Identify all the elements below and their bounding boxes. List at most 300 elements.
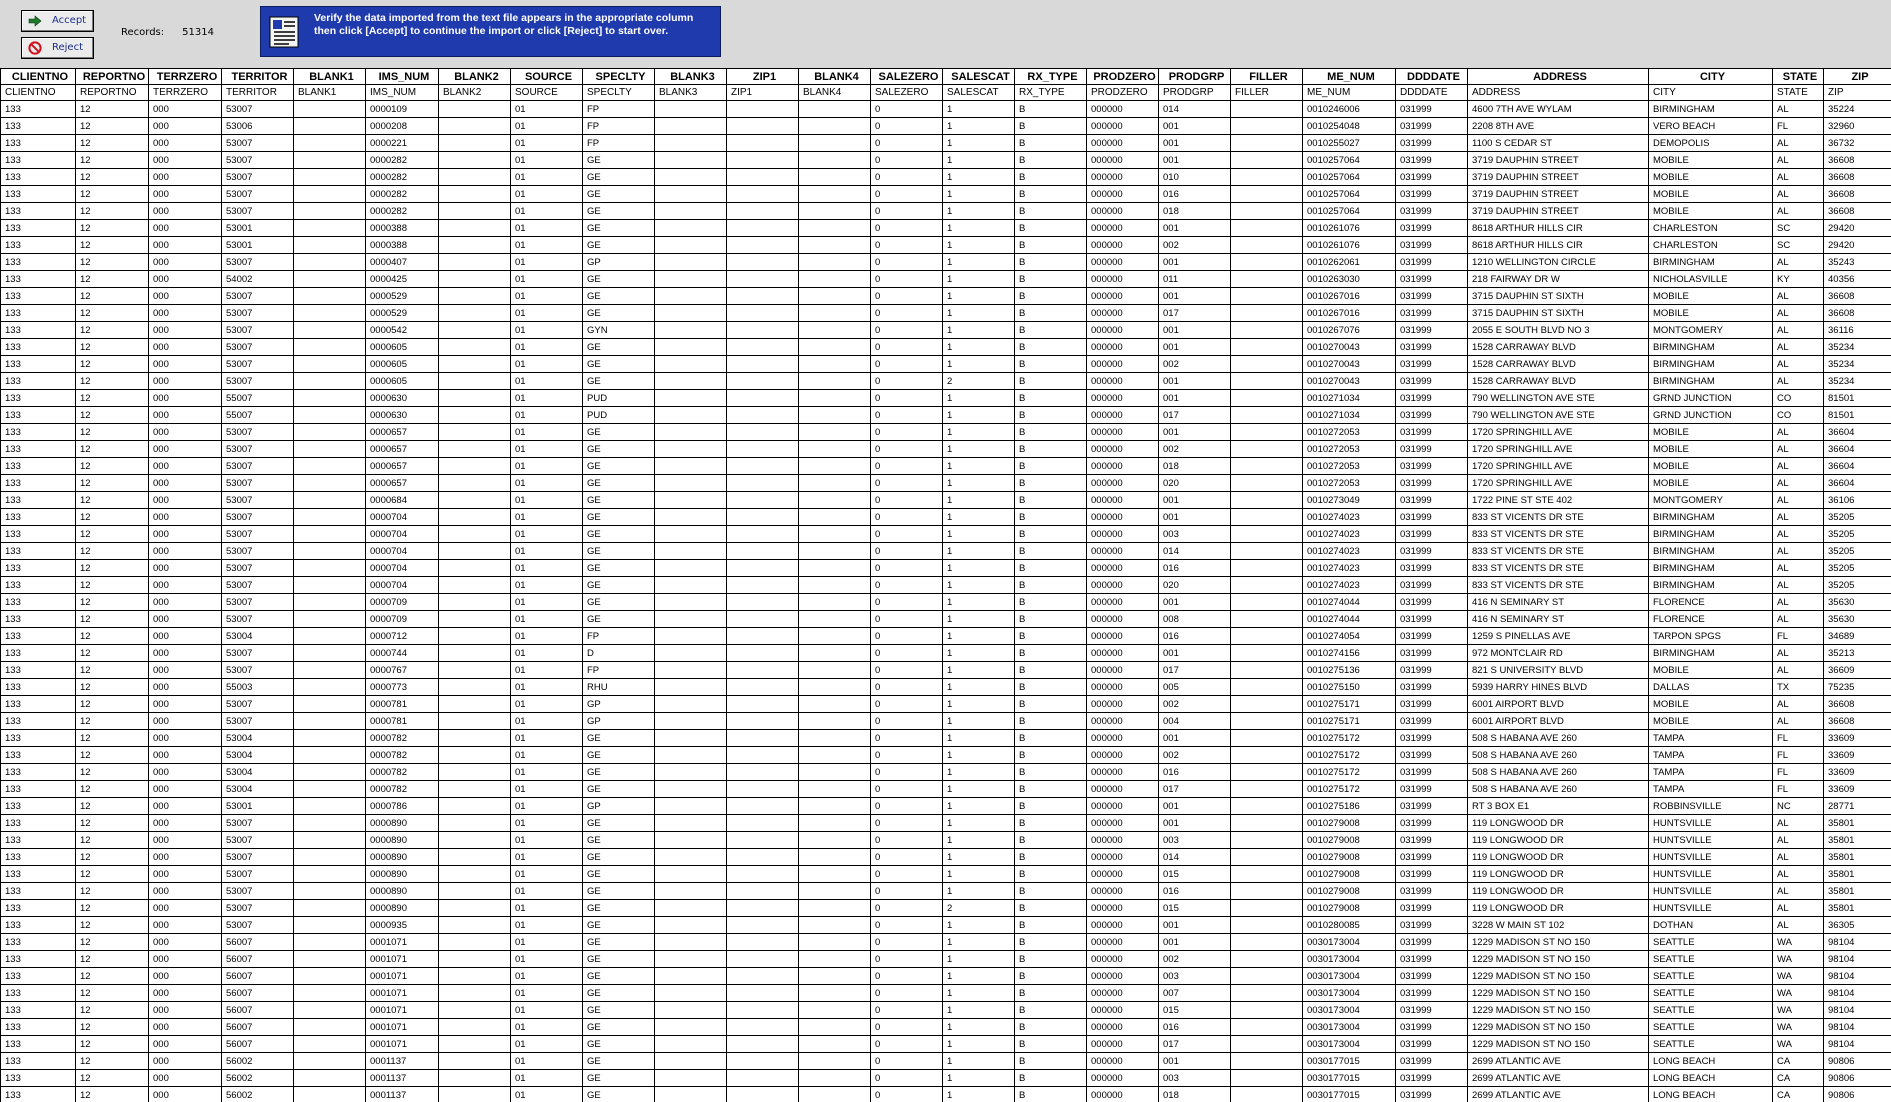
table-cell [294,390,366,407]
table-row[interactable] [1,798,1891,815]
table-cell: 12 [76,356,149,373]
table-cell: 12 [76,628,149,645]
table-row[interactable] [1,407,1891,424]
table-cell: MOBILE [1649,441,1773,458]
table-cell: 1 [943,101,1015,118]
table-row[interactable] [1,968,1891,985]
table-cell: 12 [76,305,149,322]
table-cell: 031999 [1396,254,1468,271]
table-row[interactable] [1,441,1891,458]
table-cell: 833 ST VICENTS DR STE [1468,560,1649,577]
table-cell: 016 [1159,764,1231,781]
table-row[interactable] [1,1036,1891,1053]
table-cell: 98104 [1824,1002,1891,1019]
table-cell: 000 [149,713,222,730]
table-cell: 35243 [1824,254,1891,271]
table-cell: GE [583,1087,655,1102]
table-cell: B [1015,135,1087,152]
table-row[interactable] [1,1087,1891,1102]
column-header-state[interactable]: STATE [1773,69,1824,85]
table-cell: 53007 [222,509,294,526]
table-row[interactable] [1,832,1891,849]
column-header-city[interactable]: CITY [1649,69,1773,85]
table-cell: SEATTLE [1649,934,1773,951]
table-cell: BIRMINGHAM [1649,356,1773,373]
table-cell: GE [583,458,655,475]
column-header-speclty[interactable]: SPECLTY [583,69,655,85]
table-cell [1231,407,1303,424]
table-cell: 0010267016 [1303,288,1396,305]
table-cell: 972 MONTCLAIR RD [1468,645,1649,662]
table-cell [294,1070,366,1087]
table-cell [727,662,799,679]
table-cell: 36305 [1824,917,1891,934]
column-header-territor[interactable]: TERRITOR [222,69,294,85]
column-header-address[interactable]: ADDRESS [1468,69,1649,85]
table-cell: 36608 [1824,696,1891,713]
right-arrow-icon [28,14,42,28]
table-cell: 133 [1,764,76,781]
table-cell [655,798,727,815]
table-cell [1231,288,1303,305]
table-cell: 53007 [222,305,294,322]
table-cell: 000 [149,968,222,985]
table-row[interactable] [1,1053,1891,1070]
table-row[interactable] [1,611,1891,628]
table-cell: VERO BEACH [1649,118,1773,135]
table-cell: 0000786 [366,798,439,815]
column-header-source[interactable]: SOURCE [511,69,583,85]
table-row[interactable] [1,849,1891,866]
table-cell [1231,662,1303,679]
table-row[interactable] [1,577,1891,594]
table-row[interactable] [1,696,1891,713]
table-cell [294,526,366,543]
table-cell [1231,339,1303,356]
table-row[interactable] [1,254,1891,271]
table-cell: 53007 [222,135,294,152]
table-cell [799,968,871,985]
table-cell: 53007 [222,611,294,628]
table-cell: 35234 [1824,339,1891,356]
table-cell [1231,968,1303,985]
table-row[interactable] [1,951,1891,968]
table-cell: 031999 [1396,271,1468,288]
table-cell: 53007 [222,441,294,458]
table-cell [655,747,727,764]
table-cell [439,900,511,917]
table-cell: B [1015,390,1087,407]
table-cell: 12 [76,373,149,390]
table-row[interactable] [1,679,1891,696]
table-cell: 5939 HARRY HINES BLVD [1468,679,1649,696]
table-row[interactable] [1,917,1891,934]
table-row[interactable] [1,1070,1891,1087]
data-grid[interactable] [0,68,1891,1102]
table-cell: 031999 [1396,594,1468,611]
table-cell: 0000782 [366,730,439,747]
table-cell: 000000 [1087,934,1159,951]
table-cell: 000 [149,526,222,543]
table-cell: 133 [1,577,76,594]
table-cell [439,1019,511,1036]
table-cell [1231,985,1303,1002]
table-row[interactable] [1,186,1891,203]
table-cell: B [1015,322,1087,339]
table-cell: 031999 [1396,1053,1468,1070]
table-cell: 508 S HABANA AVE 260 [1468,730,1649,747]
table-cell [294,832,366,849]
table-cell: 000000 [1087,900,1159,917]
column-header-blank2[interactable]: BLANK2 [439,69,511,85]
table-cell: 000 [149,951,222,968]
table-cell: 01 [511,747,583,764]
table-cell [655,424,727,441]
table-cell: 0 [871,203,943,220]
table-cell: 000 [149,424,222,441]
table-cell: 133 [1,849,76,866]
table-cell: 0010271034 [1303,407,1396,424]
table-cell: 0010275172 [1303,781,1396,798]
table-cell [439,492,511,509]
table-row[interactable] [1,1019,1891,1036]
table-row[interactable] [1,747,1891,764]
table-cell: 031999 [1396,968,1468,985]
table-cell: 1 [943,798,1015,815]
table-row[interactable] [1,662,1891,679]
table-row[interactable] [1,424,1891,441]
table-row[interactable] [1,764,1891,781]
table-cell: B [1015,951,1087,968]
table-cell: HUNTSVILLE [1649,849,1773,866]
table-cell: 12 [76,322,149,339]
table-cell [655,679,727,696]
table-cell: GE [583,764,655,781]
column-header-blank3[interactable]: BLANK3 [655,69,727,85]
table-cell: 508 S HABANA AVE 260 [1468,747,1649,764]
table-cell [439,186,511,203]
table-cell: 12 [76,339,149,356]
table-cell [294,339,366,356]
table-cell: 0000709 [366,611,439,628]
table-cell: 0001137 [366,1070,439,1087]
table-cell [1231,271,1303,288]
table-row[interactable] [1,866,1891,883]
table-cell: GP [583,713,655,730]
table-row[interactable] [1,458,1891,475]
column-header-filler[interactable]: FILLER [1231,69,1303,85]
accept-button[interactable] [21,10,94,32]
table-cell: AL [1773,424,1824,441]
column-header-terrzero[interactable]: TERRZERO [149,69,222,85]
table-row[interactable] [1,373,1891,390]
table-row[interactable] [1,509,1891,526]
table-cell: 2208 8TH AVE [1468,118,1649,135]
table-row[interactable] [1,135,1891,152]
table-cell [439,917,511,934]
table-cell: 0 [871,611,943,628]
table-cell: FL [1773,747,1824,764]
table-row[interactable] [1,543,1891,560]
table-cell: 1528 CARRAWAY BLVD [1468,373,1649,390]
table-cell [655,135,727,152]
table-cell: 031999 [1396,900,1468,917]
table-cell: 0 [871,543,943,560]
table-cell [799,594,871,611]
table-cell [655,254,727,271]
table-cell: 000000 [1087,169,1159,186]
table-row[interactable] [1,526,1891,543]
table-cell [655,458,727,475]
table-row[interactable] [1,781,1891,798]
table-cell: TAMPA [1649,747,1773,764]
table-cell: 56007 [222,985,294,1002]
column-header-ims-num[interactable]: IMS_NUM [366,69,439,85]
column-header-clientno[interactable]: CLIENTNO [1,69,76,85]
table-row[interactable] [1,594,1891,611]
table-cell: 119 LONGWOOD DR [1468,815,1649,832]
table-cell: 031999 [1396,1036,1468,1053]
table-cell [439,1036,511,1053]
table-cell [294,968,366,985]
table-cell: GE [583,815,655,832]
field-name-cell: SALESCAT [943,85,1015,101]
table-cell: 000 [149,696,222,713]
column-header-prodgrp[interactable]: PRODGRP [1159,69,1231,85]
table-cell: BIRMINGHAM [1649,526,1773,543]
table-cell [727,475,799,492]
table-cell [439,169,511,186]
table-cell: 33609 [1824,730,1891,747]
table-cell: 01 [511,900,583,917]
column-header-blank1[interactable]: BLANK1 [294,69,366,85]
table-cell: 000 [149,322,222,339]
table-cell: 1 [943,1019,1015,1036]
table-row[interactable] [1,560,1891,577]
table-cell [439,271,511,288]
table-cell: 35213 [1824,645,1891,662]
table-cell: 000 [149,883,222,900]
table-cell: 01 [511,118,583,135]
column-header-me-num[interactable]: ME_NUM [1303,69,1396,85]
column-header-rx-type[interactable]: RX_TYPE [1015,69,1087,85]
table-row[interactable] [1,730,1891,747]
table-cell [1231,900,1303,917]
table-cell: 0010267016 [1303,305,1396,322]
table-cell: 0 [871,186,943,203]
table-cell: 016 [1159,186,1231,203]
table-cell [294,135,366,152]
table-cell: 133 [1,509,76,526]
column-header-zip[interactable]: ZIP [1824,69,1891,85]
table-cell: 1 [943,781,1015,798]
table-cell: 3719 DAUPHIN STREET [1468,169,1649,186]
table-row[interactable] [1,152,1891,169]
table-cell: B [1015,781,1087,798]
table-cell: FLORENCE [1649,611,1773,628]
table-cell: B [1015,747,1087,764]
table-row[interactable] [1,305,1891,322]
table-cell: GE [583,169,655,186]
reject-button[interactable] [21,37,94,59]
table-cell: 0010274054 [1303,628,1396,645]
table-row[interactable] [1,220,1891,237]
table-cell [799,866,871,883]
table-cell: 12 [76,543,149,560]
table-cell: 031999 [1396,390,1468,407]
table-cell: GE [583,1070,655,1087]
field-name-cell: ADDRESS [1468,85,1649,101]
table-row[interactable] [1,883,1891,900]
table-cell: 0 [871,356,943,373]
table-row[interactable] [1,118,1891,135]
table-cell [439,798,511,815]
table-cell [439,424,511,441]
table-row[interactable] [1,815,1891,832]
table-cell: 12 [76,441,149,458]
table-row[interactable] [1,713,1891,730]
column-header-reportno[interactable]: REPORTNO [76,69,149,85]
table-cell: AL [1773,305,1824,322]
table-cell [1231,951,1303,968]
table-row[interactable] [1,203,1891,220]
table-cell: B [1015,1002,1087,1019]
table-cell: 016 [1159,883,1231,900]
table-row[interactable] [1,492,1891,509]
table-cell: 35224 [1824,101,1891,118]
table-row[interactable] [1,339,1891,356]
table-cell [294,883,366,900]
table-cell [655,1087,727,1102]
table-cell: 1 [943,390,1015,407]
table-cell: 35205 [1824,577,1891,594]
table-cell: 000000 [1087,730,1159,747]
table-cell [294,305,366,322]
table-cell: LONG BEACH [1649,1053,1773,1070]
table-cell [799,985,871,1002]
table-cell: 0001071 [366,985,439,1002]
table-cell [439,883,511,900]
table-cell: AL [1773,356,1824,373]
table-cell: 01 [511,628,583,645]
table-row[interactable] [1,288,1891,305]
table-row[interactable] [1,356,1891,373]
table-cell: 01 [511,356,583,373]
table-cell: MOBILE [1649,424,1773,441]
table-cell: 35630 [1824,611,1891,628]
table-cell [1231,152,1303,169]
column-header-ddddate[interactable]: DDDDATE [1396,69,1468,85]
table-cell: 000000 [1087,662,1159,679]
table-cell: 031999 [1396,883,1468,900]
column-header-salezero[interactable]: SALEZERO [871,69,943,85]
table-cell: 833 ST VICENTS DR STE [1468,543,1649,560]
column-header-blank4[interactable]: BLANK4 [799,69,871,85]
table-cell: 3719 DAUPHIN STREET [1468,203,1649,220]
table-row[interactable] [1,628,1891,645]
table-cell: GE [583,866,655,883]
table-cell: AL [1773,560,1824,577]
table-cell [294,849,366,866]
table-cell [727,815,799,832]
table-row[interactable] [1,271,1891,288]
table-cell: 1 [943,849,1015,866]
table-cell: 000 [149,254,222,271]
table-cell: 000 [149,900,222,917]
table-cell: 0 [871,747,943,764]
table-cell: 0 [871,441,943,458]
table-cell [1231,764,1303,781]
table-cell: 53007 [222,662,294,679]
table-cell [1231,781,1303,798]
table-cell [655,152,727,169]
table-cell: 0010275172 [1303,747,1396,764]
table-cell: 0010257064 [1303,169,1396,186]
table-cell [727,832,799,849]
table-row[interactable] [1,169,1891,186]
table-cell: 6001 AIRPORT BLVD [1468,713,1649,730]
table-cell: 0000109 [366,101,439,118]
table-row[interactable] [1,101,1891,118]
table-cell: AL [1773,492,1824,509]
table-row[interactable] [1,645,1891,662]
table-cell: 000000 [1087,118,1159,135]
table-row[interactable] [1,985,1891,1002]
column-header-prodzero[interactable]: PRODZERO [1087,69,1159,85]
table-row[interactable] [1,322,1891,339]
table-cell [294,577,366,594]
table-row[interactable] [1,237,1891,254]
field-name-cell: CITY [1649,85,1773,101]
table-cell: 002 [1159,951,1231,968]
table-cell: 12 [76,832,149,849]
column-header-zip1[interactable]: ZIP1 [727,69,799,85]
table-cell: 53004 [222,628,294,645]
table-cell [799,917,871,934]
column-header-salescat[interactable]: SALESCAT [943,69,1015,85]
table-cell: GE [583,849,655,866]
table-cell: 0 [871,815,943,832]
table-cell [655,696,727,713]
table-row[interactable] [1,900,1891,917]
table-cell: 133 [1,186,76,203]
table-cell [727,951,799,968]
field-name-cell: CLIENTNO [1,85,76,101]
table-cell [294,203,366,220]
table-row[interactable] [1,934,1891,951]
table-cell: 53007 [222,713,294,730]
table-cell: 133 [1,135,76,152]
table-cell: 0010274156 [1303,645,1396,662]
table-cell: 0010275150 [1303,679,1396,696]
table-cell: 53007 [222,917,294,934]
table-row[interactable] [1,1002,1891,1019]
table-cell: 133 [1,526,76,543]
table-cell: 12 [76,815,149,832]
table-cell: B [1015,203,1087,220]
table-cell: GE [583,475,655,492]
table-cell: 000000 [1087,220,1159,237]
table-cell [1231,713,1303,730]
table-row[interactable] [1,390,1891,407]
table-cell: 0010274023 [1303,509,1396,526]
table-cell: SEATTLE [1649,985,1773,1002]
table-cell: AL [1773,509,1824,526]
no-entry-icon [28,41,42,55]
table-cell: 000 [149,764,222,781]
table-cell: 031999 [1396,696,1468,713]
table-row[interactable] [1,475,1891,492]
